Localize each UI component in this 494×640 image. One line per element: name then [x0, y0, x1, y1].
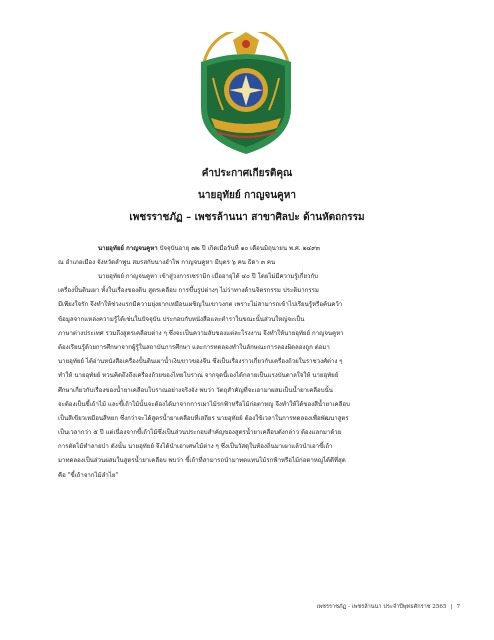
intro-line-2: ณ อำเภอเมือง จังหวัดลำพูน สมรสกับนางอำไพ กาญจนคูหา มีบุตร ๖ คน ธิดา ๓ คน	[58, 259, 276, 267]
body-line: ภาษาต่างประเทศ รวมถึงสูตรเคลือบต่าง ๆ ซึ่งจะเป็นความลับของแต่ละโรงงาน จึงทำให้นายอุทัยย์ กาญจนคูหา	[58, 329, 344, 337]
intro-name: นายอุทัยย์ กาญจนคูหา	[98, 245, 158, 252]
body-line: มาทดลองเป็นส่วนผสมในสูตรน้ำยาเคลือบ พบว่า ขี้เถ้าที่สามารถนำมาทดแทนไม้รกฟ้าหรือไม้ก่อตาหญูได้ดีที่สุด	[58, 457, 346, 465]
footer-text: เพชรราชภัฏ - เพชรล้านนา ประจำปีพุทธศักราช 2565	[316, 604, 447, 610]
document-heading: คำประกาศเกียรติคุณ	[201, 168, 293, 179]
award-category: เพชรราชภัฏ – เพชรล้านนา สาขาศิลปะ ด้านหัตถกรรม	[129, 212, 365, 223]
body-line: จะต้องเป็นขี้เถ้าไม้ และขี้เถ้าไม้นั้นจะต้องได้มาจากการเผาไม้รกฟ้าหรือไม้ก่อตาหญู จึงทำให้ได้ของสีน้ำยาเคลือบ	[58, 400, 350, 408]
body-line: มีเพียงใจรัก จึงทำให้ช่วงแรกมีความยุ่งยากเหมือนเผชิญในเขาวงกต เพราะไม่สามารถเข้าไปเรียนรู้หรือค้นคว้า	[58, 301, 343, 309]
body-line: เครื่องปั้นดินเผา ทั้งในเรื่องของดิน สูตรเคลือบ การขึ้นรูปต่างๆ ไม่ว่าทางด้านจิตรกรรม ประติมากรรม	[58, 287, 319, 295]
body-line: นายอุทัยย์ กาญจนคูหา เข้าสู่วงการเซรามิก เมื่ออายุได้ ๔๐ ปี โดยไม่มีความรู้เกี่ยวกับ	[98, 273, 319, 280]
page-number: 7	[456, 604, 460, 610]
university-emblem-icon	[197, 32, 295, 156]
body-line: เป็นสีเขียวเหมือนสีหยก ซึ่งกว่าจะได้สูตรน้ำยาเคลือบที่เสถียร นายอุทัยย์ ต้องใช้เวลาในการทดลองเพื่อพัฒนาสูตร	[58, 414, 349, 422]
body-line: ทำให้ นายอุทัยย์ หวนคิดถึงถึงเครื่องถ้วยของไทยโบราณ จากจุดนี้เองได้กลายเป็นแรงบันดาลใจให้ นายอุทัยย์	[58, 372, 339, 380]
body-line: การตัดไม้ทำลายป่า ดังนั้น นายอุทัยย์ จึงได้นำเอาเศษไม้ต่าง ๆ ซึ่งเป็นวัสดุในท้องถิ่นมาเผาแล้วนำเอาขี้เถ้า	[58, 443, 333, 451]
footer-separator: |	[450, 604, 453, 610]
intro-line-1	[58, 242, 458, 256]
intro-line-1-text: ปัจจุบันอายุ ๗๒ ปี เกิดเมื่อวันที่ ๑๐ เดือนมิถุนายน พ.ศ. ๒๔๙๓	[157, 245, 320, 252]
intro-paragraph	[58, 242, 458, 270]
body-line: ข้อมูลจากแหล่งความรู้ได้เช่นในปัจจุบัน ประกอบกับหนังสือและตำราในขณะนั้นส่วนใหญ่จะเป็น	[58, 315, 305, 323]
body-line: เป็นเวลากว่า ๕ ปี แต่เนื่องจากขี้เถ้าไม้ซึ่งเป็นส่วนประกอบสำคัญของสูตรน้ำยาเคลือบดังกล่าว ต้องแลกมาด้วย	[58, 429, 342, 437]
honoree-name: นายอุทัยย์ กาญจนคูหา	[198, 190, 296, 201]
body-line: นายอุทัยย์ ได้อ่านหนังสือเครื่องปั้นดินเผาน้ำเงินขาวของจีน ซึ่งเป็นเรื่องราวเกี่ยวกับเครื่องถ้วยในราชวงศ์ต่าง ๆ	[58, 358, 343, 366]
page-footer	[317, 603, 460, 611]
biography-paragraph	[58, 270, 458, 483]
body-line: ศึกษาเกี่ยวกับเรื่องของน้ำยาเคลือบโบราณอย่างจริงจัง พบว่า วัตถุสำคัญที่จะเอามาผสมเป็นน้ำยาเคลือบนั้น	[58, 386, 333, 394]
body-line: คือ "ขี้เถ้าจากไม้ลำไย"	[58, 471, 119, 479]
body-line: ต้องเรียนรู้ด้วยการศึกษาจากผู้รู้ในสถาบันการศึกษา และการทดลองทำในลักษณะการลองผิดลองถูก ต่อมา	[58, 343, 330, 351]
